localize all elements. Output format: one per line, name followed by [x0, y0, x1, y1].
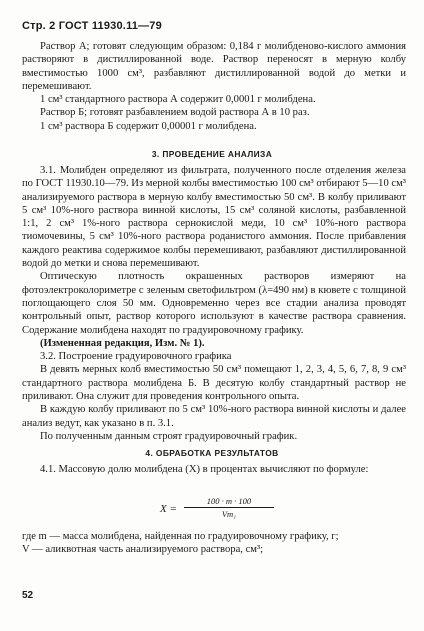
page-header: Стр. 2 ГОСТ 11930.11—79	[22, 20, 162, 32]
page-number: 52	[22, 590, 34, 601]
legend-v: V — аликвотная часть анализируемого раствора, см³;	[22, 544, 264, 556]
formula-legend	[22, 530, 406, 557]
paragraph-solution-a: Раствор А; готовят следующим образом: 0,184 г молибденово-кислого аммония растворяют в дистиллированной воде. Раствор переносят в мерную колбу вместимостью 1000 см³, разбавляют дистиллированной водой до метки и перемешивают.	[22, 41, 406, 92]
legend-m: где m — масса молибдена, найденная по градуировочному графику, г;	[22, 531, 339, 542]
formula-denominator: Vm₁	[221, 509, 237, 519]
paragraph-3-1-measurement: Оптическую плотность окрашенных растворов измеряют на фотоэлектроколориметре с зеленым светофильтром (λ=490 нм) в кювете с толщиной поглощающего слоя 50 мм. Одновременно через все стадии анализа проводят контрольный опыт, раствор которого используют в качестве раствора сравнения. Содержание молибдена находят по градуировочному графику.	[22, 271, 406, 336]
paragraph-solution-b: Раствор Б; готовят разбавлением водой раствора А в 10 раз.	[40, 107, 310, 119]
formula-numerator: 100 · m · 100	[184, 496, 274, 508]
section-title-results: 4. ОБРАБОТКА РЕЗУЛЬТАТОВ	[145, 448, 279, 458]
paragraph-3-2-reagents: В каждую колбу приливают по 5 см³ 10%-ного раствора винной кислоты и далее анализ ведут, как указано в п. 3.1.	[22, 404, 406, 429]
paragraph-3-2-graph: По полученным данным строят градуировочный график.	[40, 430, 298, 442]
section3-body	[22, 164, 406, 443]
paragraph-solution-b-content: 1 см³ раствора Б содержит 0,00001 г молибдена.	[40, 120, 257, 132]
paragraph-3-2: В девять мерных колб вместимостью 50 см³ помещают 1, 2, 3, 4, 5, 6, 7, 8, 9 см³ стандартного раствора молибдена Б. В десятую колбу стандартный раствор не приливают. Она служит для проведения контрольного опыта.	[22, 364, 406, 403]
section4-intro	[22, 463, 406, 476]
paragraph-4-1: 4.1. Массовую долю молибдена (X) в процентах вычисляют по формуле:	[40, 464, 369, 475]
formula-molybdenum	[140, 496, 300, 524]
section-title-analysis: 3. ПРОВЕДЕНИЕ АНАЛИЗА	[151, 149, 273, 159]
edit-note: (Измененная редакция, Изм. № 1).	[40, 337, 205, 349]
formula-fraction	[184, 496, 274, 519]
paragraph-solution-a-content: 1 см³ стандартного раствора А содержит 0,0001 г молибдена.	[40, 94, 316, 106]
paragraph-3-1: 3.1. Молибден определяют из фильтрата, полученного после отделения железа по ГОСТ 11930.10—79. Из мерной колбы вместимостью 100 см³ отбирают 5—10 см³ анализируемого раствора в мерную колбу вместимостью 50 см³. В колбу приливают 5 см³ 10%-ного раствора винной кислоты, 15 см³ соляной кислоты, разбавленной 1:1, 2 см³ 1%-ного раствора сернокислой меди, 10 см³ 10%-ного раствора тиомочевины, 5 см³ 10%-ного раствора роданистого аммония. После прибавления каждого реактива содержимое колбы перемешивают, разбавляют дистиллированной водой до метки и снова перемешивают.	[22, 165, 406, 270]
section2-continuation	[22, 40, 406, 133]
formula-lhs: X =	[160, 503, 177, 515]
paragraph-3-2-title: 3.2. Построение градуировочного графика	[40, 351, 232, 363]
